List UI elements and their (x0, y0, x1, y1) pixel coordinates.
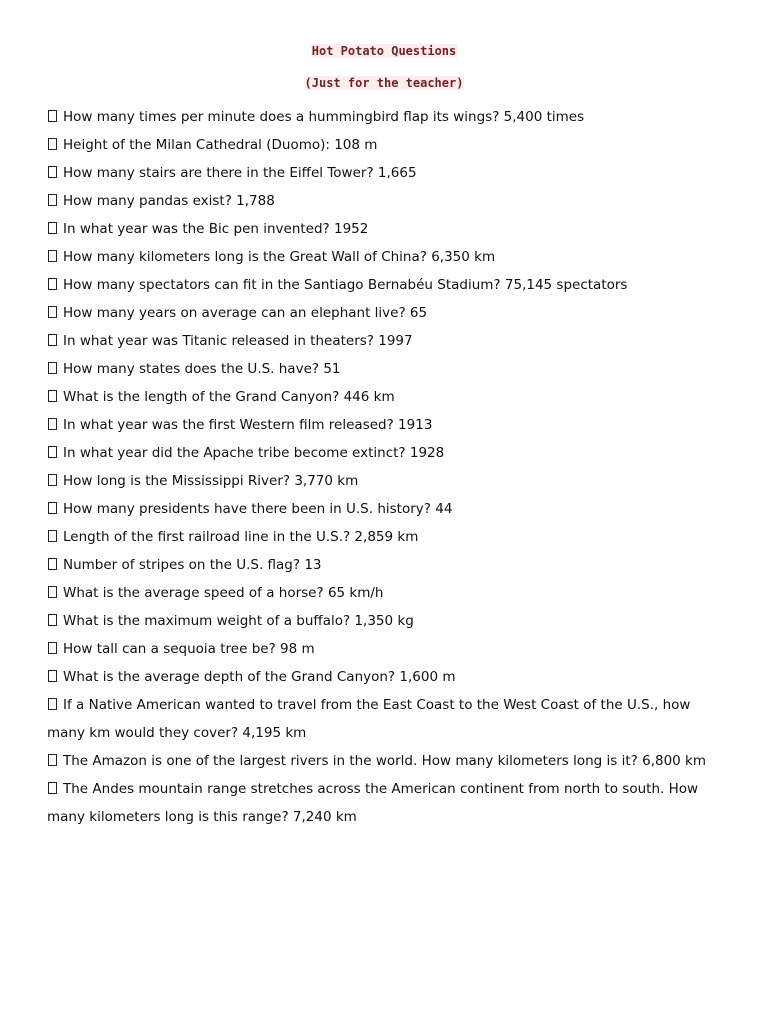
missing-glyph-box-icon (48, 334, 57, 346)
list-item (47, 103, 715, 131)
missing-glyph-box-icon (48, 530, 57, 542)
page-subtitle-text: (Just for the teacher) (304, 76, 464, 90)
list-item (47, 187, 715, 215)
missing-glyph-box-icon (48, 782, 57, 794)
question-text: If a Native American wanted to travel from the East Coast to the West Coast of the U.S., how many km would they cover? 4,195 km (47, 697, 691, 741)
missing-glyph-box-icon (48, 754, 57, 766)
list-item (47, 467, 715, 495)
list-item (47, 663, 715, 691)
list-item (47, 775, 715, 831)
missing-glyph-box-icon (48, 250, 57, 262)
missing-glyph-box-icon (48, 138, 57, 150)
question-text: The Andes mountain range stretches across the American continent from north to south. How many kilometers long is this range? 7,240 km (47, 781, 699, 825)
missing-glyph-box-icon (48, 166, 57, 178)
list-item (47, 607, 715, 635)
list-item (47, 439, 715, 467)
list-item (47, 691, 715, 747)
page-title (0, 43, 768, 59)
missing-glyph-box-icon (48, 474, 57, 486)
list-item (47, 215, 715, 243)
list-item (47, 495, 715, 523)
question-text: How many kilometers long is the Great Wall of China? 6,350 km (63, 249, 496, 265)
missing-glyph-box-icon (48, 362, 57, 374)
question-text: How many pandas exist? 1,788 (63, 193, 275, 209)
question-text: What is the average depth of the Grand Canyon? 1,600 m (63, 669, 456, 685)
missing-glyph-box-icon (48, 642, 57, 654)
question-text: In what year did the Apache tribe become extinct? 1928 (63, 445, 445, 461)
list-item (47, 383, 715, 411)
question-text: What is the average speed of a horse? 65 km/h (63, 585, 384, 601)
question-text: How many times per minute does a hummingbird flap its wings? 5,400 times (63, 109, 585, 125)
question-list (47, 103, 715, 831)
missing-glyph-box-icon (48, 558, 57, 570)
list-item (47, 131, 715, 159)
missing-glyph-box-icon (48, 418, 57, 430)
question-text: Height of the Milan Cathedral (Duomo): 108 m (63, 137, 378, 153)
list-item (47, 271, 715, 299)
question-text: The Amazon is one of the largest rivers in the world. How many kilometers long is it? 6,800 km (63, 753, 707, 769)
question-text: In what year was the first Western film released? 1913 (63, 417, 433, 433)
question-text: In what year was Titanic released in theaters? 1997 (63, 333, 413, 349)
missing-glyph-box-icon (48, 670, 57, 682)
question-text: Length of the first railroad line in the U.S.? 2,859 km (63, 529, 419, 545)
missing-glyph-box-icon (48, 194, 57, 206)
list-item (47, 327, 715, 355)
missing-glyph-box-icon (48, 614, 57, 626)
list-item (47, 579, 715, 607)
question-text: How many presidents have there been in U.S. history? 44 (63, 501, 453, 517)
missing-glyph-box-icon (48, 110, 57, 122)
question-text: How long is the Mississippi River? 3,770 km (63, 473, 359, 489)
list-item (47, 243, 715, 271)
list-item (47, 411, 715, 439)
question-text: Number of stripes on the U.S. flag? 13 (63, 557, 322, 573)
question-text: How many spectators can fit in the Santiago Bernabéu Stadium? 75,145 spectators (63, 277, 628, 293)
missing-glyph-box-icon (48, 586, 57, 598)
missing-glyph-box-icon (48, 306, 57, 318)
question-text: How many states does the U.S. have? 51 (63, 361, 341, 377)
list-item (47, 551, 715, 579)
question-text: How many stairs are there in the Eiffel Tower? 1,665 (63, 165, 417, 181)
list-item (47, 747, 715, 775)
page-subtitle (0, 75, 768, 91)
list-item (47, 523, 715, 551)
missing-glyph-box-icon (48, 502, 57, 514)
missing-glyph-box-icon (48, 446, 57, 458)
question-text: How many years on average can an elephant live? 65 (63, 305, 428, 321)
list-item (47, 299, 715, 327)
missing-glyph-box-icon (48, 390, 57, 402)
question-text: What is the length of the Grand Canyon? 446 km (63, 389, 395, 405)
list-item (47, 355, 715, 383)
list-item (47, 159, 715, 187)
page-title-text: Hot Potato Questions (311, 44, 457, 58)
question-text: In what year was the Bic pen invented? 1952 (63, 221, 369, 237)
list-item (47, 635, 715, 663)
question-text: How tall can a sequoia tree be? 98 m (63, 641, 315, 657)
question-text: What is the maximum weight of a buffalo? 1,350 kg (63, 613, 414, 629)
missing-glyph-box-icon (48, 698, 57, 710)
missing-glyph-box-icon (48, 278, 57, 290)
missing-glyph-box-icon (48, 222, 57, 234)
